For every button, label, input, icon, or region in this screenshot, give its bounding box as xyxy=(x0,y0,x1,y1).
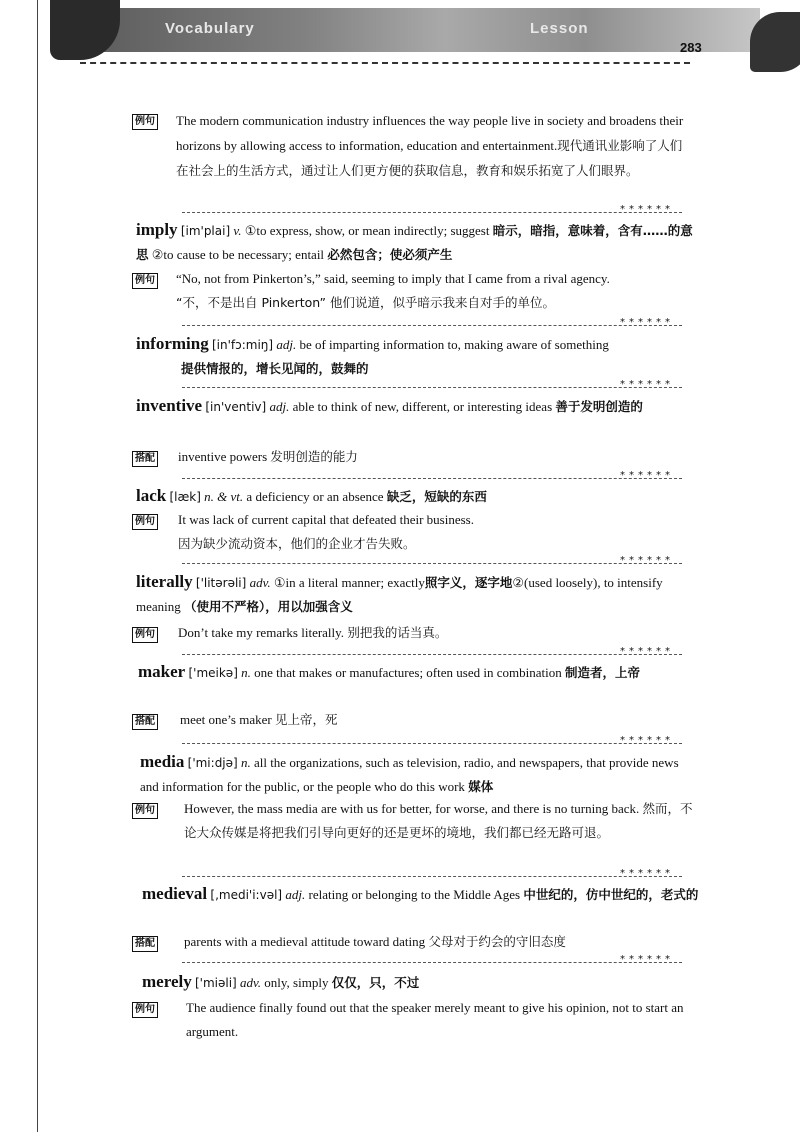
definition-zh: 暗示，暗指，意味着，含有……的意思 xyxy=(136,223,693,262)
collocation-en: inventive powers xyxy=(178,449,268,464)
collocation xyxy=(184,930,700,954)
page-edge-line xyxy=(37,0,38,1132)
definition-zh: 提供情报的，增长见闻的，鼓舞的 xyxy=(181,361,369,376)
separator-stars: ****** xyxy=(620,317,674,328)
headword: lack xyxy=(136,486,167,505)
example-zh: 别把我的话当真。 xyxy=(347,625,448,640)
entry-media xyxy=(140,750,700,799)
definition-zh: 必然包含；使必须产生 xyxy=(327,247,453,262)
collocation-zh: 见上帝，死 xyxy=(274,712,338,727)
entry-literally xyxy=(136,570,696,619)
part-of-speech: adv. xyxy=(239,975,262,990)
definition-zh: 缺乏，短缺的东西 xyxy=(386,489,487,504)
separator-stars: ****** xyxy=(620,204,674,215)
definition-zh: 中世纪的，仿中世纪的，老式的 xyxy=(523,887,699,902)
collocation-en: parents with a medieval attitude toward dating xyxy=(184,934,426,949)
pronunciation: [in'fɔ:miŋ] xyxy=(211,338,274,352)
definition-en: relating or belonging to the Middle Ages xyxy=(308,887,521,902)
entry-informing xyxy=(136,332,696,381)
definition-zh: 照字义，逐字地 xyxy=(424,575,513,590)
definition-zh: （使用不严格），用以加强含义 xyxy=(184,599,353,614)
definition-en: one that makes or manufactures; often used in combination xyxy=(254,665,562,680)
example-en: Don’t take my remarks literally. xyxy=(178,625,345,640)
example-zh: 现代通讯业影响了人们在社会上的生活方式，通过让人们更方便的获取信息，教育和娱乐拓宽了人们眼界。 xyxy=(176,138,683,178)
example-en: The audience finally found out that the speaker merely meant to give his opinion, not to start an argument. xyxy=(186,1000,684,1039)
collocation xyxy=(180,708,700,732)
separator-stars: ****** xyxy=(620,470,674,481)
example-zh: 因为缺少流动资本，他们的企业才告失败。 xyxy=(178,536,416,551)
separator xyxy=(182,478,682,479)
definition-en: ①to express, show, or mean indirectly; suggest xyxy=(244,223,490,238)
separator xyxy=(182,387,682,388)
headword: inventive xyxy=(136,396,203,415)
separator xyxy=(182,654,682,655)
collocation-zh: 发明创造的能力 xyxy=(270,449,358,464)
example-sentence xyxy=(176,267,696,315)
definition-en: a deficiency or an absence xyxy=(246,489,384,504)
collocation-tag: 搭配 xyxy=(132,714,158,730)
definition-zh: 制造者，上帝 xyxy=(564,665,640,680)
entry-inventive xyxy=(136,394,696,419)
pronunciation: ['mi:djə] xyxy=(187,756,238,770)
headword: literally xyxy=(136,572,193,591)
collocation xyxy=(178,445,698,469)
example-tag: 例句 xyxy=(132,514,158,530)
definition-en: able to think of new, different, or interesting ideas xyxy=(292,399,553,414)
headword: media xyxy=(140,752,185,771)
headword: merely xyxy=(142,972,192,991)
example-en: The modern communication industry influences the way people live in society and broadens their horizons by allowing access to information, education and entertainment. xyxy=(176,113,684,153)
part-of-speech: adj. xyxy=(276,337,297,352)
definition-zh: 仅仅，只，不过 xyxy=(331,975,420,990)
definition-zh: 媒体 xyxy=(468,779,494,794)
entry-merely xyxy=(142,970,702,995)
definition-en: only, simply xyxy=(264,975,329,990)
separator xyxy=(182,212,682,213)
header-dashed-rule xyxy=(80,62,690,64)
definition-en: ②to cause to be necessary; entail xyxy=(151,247,325,262)
separator xyxy=(182,743,682,744)
separator-stars: ****** xyxy=(620,379,674,390)
separator-stars: ****** xyxy=(620,555,674,566)
part-of-speech: adv. xyxy=(249,575,271,590)
entry-medieval xyxy=(142,882,702,907)
definition-zh: 善于发明创造的 xyxy=(555,399,643,414)
pronunciation: ['litərəli] xyxy=(195,576,247,590)
part-of-speech: n. xyxy=(241,665,251,680)
headword: informing xyxy=(136,334,209,353)
example-sentence xyxy=(176,108,692,183)
part-of-speech: v. xyxy=(233,223,242,238)
example-en: However, the mass media are with us for better, for worse, and there is no turning back. xyxy=(184,801,640,816)
separator-stars: ****** xyxy=(620,735,674,746)
separator xyxy=(182,876,682,877)
definition-en: all the organizations, such as television, radio, and newspapers, that provide news and information for the public, or the people who do this work xyxy=(140,755,679,794)
page-number: 283 xyxy=(680,40,702,55)
example-sentence xyxy=(186,996,702,1044)
part-of-speech: n. & vt. xyxy=(204,489,244,504)
example-tag: 例句 xyxy=(132,114,158,130)
example-tag: 例句 xyxy=(132,627,158,643)
definition-en: ①in a literal manner; exactly xyxy=(273,575,425,590)
definition-en: be of imparting information to, making aware of something xyxy=(299,337,609,352)
header-vocabulary-word: Vocabulary xyxy=(165,20,255,37)
page-header xyxy=(60,0,800,80)
pronunciation: [læk] xyxy=(169,490,201,504)
pronunciation: [im'plai] xyxy=(180,224,231,238)
separator-stars: ****** xyxy=(620,868,674,879)
pronunciation: ['meikə] xyxy=(188,666,238,680)
pronunciation: [in'ventiv] xyxy=(205,400,267,414)
entry-maker xyxy=(138,660,698,685)
example-tag: 例句 xyxy=(132,1002,158,1018)
headword: medieval xyxy=(142,884,208,903)
example-sentence xyxy=(184,797,700,845)
entry-lack xyxy=(136,484,696,509)
entry-imply xyxy=(136,218,696,267)
example-tag: 例句 xyxy=(132,273,158,289)
separator xyxy=(182,563,682,564)
part-of-speech: n. xyxy=(240,755,251,770)
headword: imply xyxy=(136,220,178,239)
header-decoration-right xyxy=(750,12,800,72)
example-zh: 然而，不论大众传媒是将把我们引导向更好的还是更坏的境地，我们都已经无路可退。 xyxy=(184,801,693,840)
separator xyxy=(182,325,682,326)
pronunciation: [,medi'i:vəl] xyxy=(210,888,283,902)
headword: maker xyxy=(138,662,186,681)
example-sentence xyxy=(178,508,698,556)
pronunciation: ['miəli] xyxy=(194,976,237,990)
separator xyxy=(182,962,682,963)
definition-en: ②(used loosely), to intensify meaning xyxy=(136,575,663,614)
example-en: “No, not from Pinkerton’s,” said, seeming to imply that I came from a rival agency. xyxy=(176,271,610,286)
collocation-en: meet one’s maker xyxy=(180,712,272,727)
separator-stars: ****** xyxy=(620,954,674,965)
example-zh: “不，不是出自 Pinkerton” 他们说道，似乎暗示我来自对手的单位。 xyxy=(176,295,555,310)
separator-stars: ****** xyxy=(620,646,674,657)
example-sentence xyxy=(178,621,698,645)
example-en: It was lack of current capital that defeated their business. xyxy=(178,512,474,527)
part-of-speech: adj. xyxy=(269,399,290,414)
collocation-tag: 搭配 xyxy=(132,936,158,952)
collocation-tag: 搭配 xyxy=(132,451,158,467)
header-lesson-word: Lesson xyxy=(530,20,589,37)
part-of-speech: adj. xyxy=(285,887,306,902)
example-tag: 例句 xyxy=(132,803,158,819)
collocation-zh: 父母对于约会的守旧态度 xyxy=(428,934,566,949)
